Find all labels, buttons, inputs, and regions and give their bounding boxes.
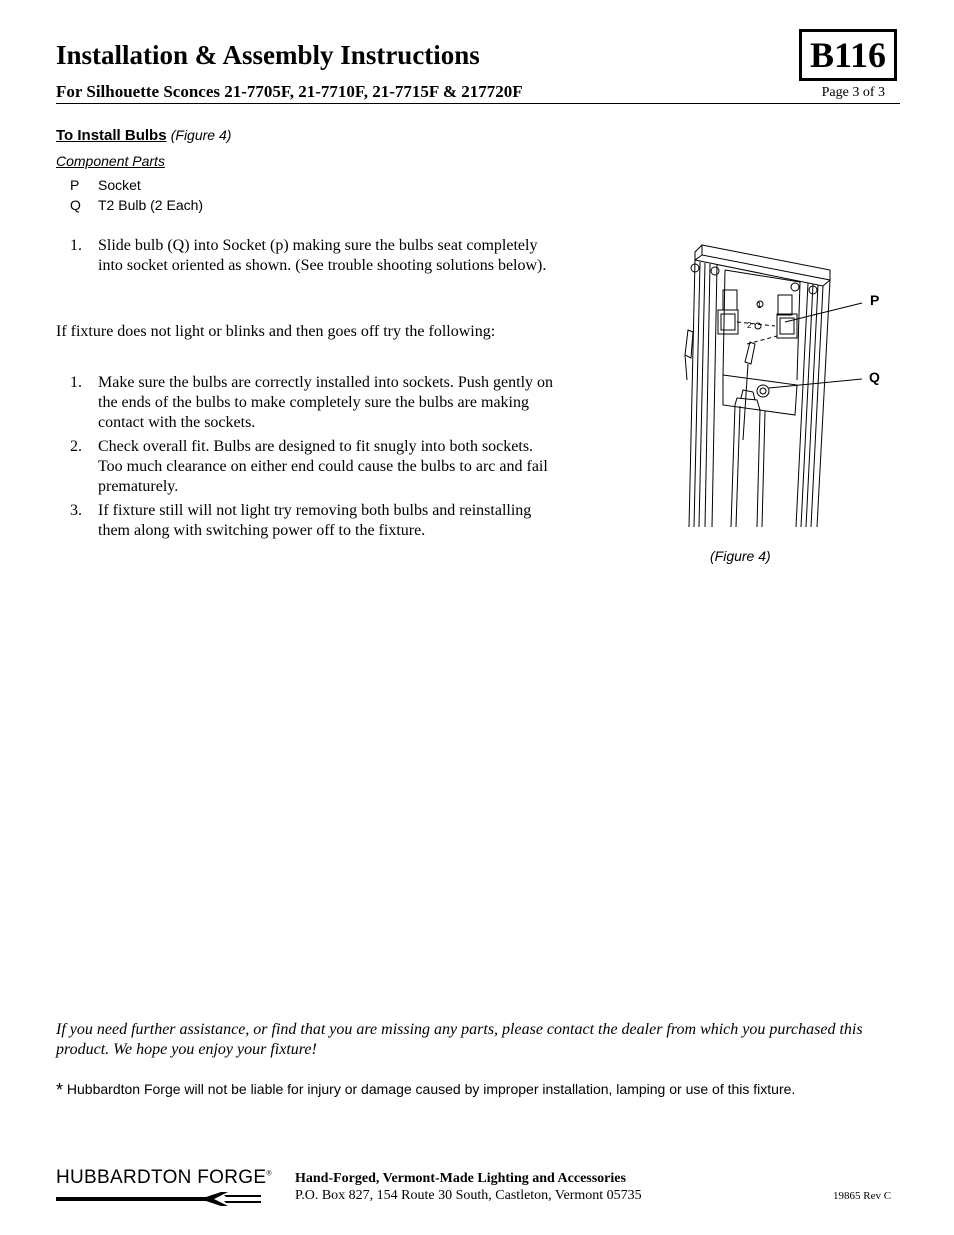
trouble-intro: If fixture does not light or blinks and then goes off try the following: [56,323,496,340]
section-title: To Install Bulbs [56,127,167,144]
logo-registered-mark: ® [266,1170,272,1178]
step-number: 2. [70,438,82,455]
header-divider [56,103,900,104]
section-figure-ref: (Figure 4) [170,127,232,143]
install-steps [56,236,576,300]
trouble-steps [56,373,576,553]
part-key: P [70,177,80,193]
document-subtitle: For Silhouette Sconces 21-7705F, 21-7710F, 21-7715F & 217720F [56,82,523,101]
footer-revision: 19865 Rev C [833,1190,892,1202]
hubbardton-forge-logo [56,1167,272,1189]
footer-tagline: Hand-Forged, Vermont-Made Lighting and Accessories [295,1171,626,1186]
step-number: 1. [70,374,82,391]
figure-label-p: P [870,292,880,308]
disclaimer [56,1078,795,1099]
step-text: Slide bulb (Q) into Socket (p) making sure the bulbs seat completely into socket oriented as shown. (See trouble shooting solutions below). [98,237,547,274]
logo-text: HUBBARDTON FORGE [56,1167,267,1188]
figure-small-label-2: 2 [747,321,752,330]
disclaimer-asterisk: * [56,1080,64,1100]
step-number: 3. [70,502,82,519]
step-text: If fixture still will not light try removing both bulbs and reinstalling them along with switching power off to the fixture. [98,502,532,539]
logo-tong-graphic [56,1191,261,1207]
part-name: Socket [98,177,141,193]
footer-address: P.O. Box 827, 154 Route 30 South, Castleton, Vermont 05735 [295,1188,642,1203]
figure-label-q: Q [869,369,880,385]
step-text: Make sure the bulbs are correctly installed into sockets. Push gently on the ends of the bulbs to make completely sure the bulbs are making contact with the sockets. [98,374,554,431]
figure-caption: (Figure 4) [710,548,771,564]
component-parts-label: Component Parts [56,153,165,169]
part-name: T2 Bulb (2 Each) [98,197,204,213]
page-number: Page 3 of 3 [821,85,885,100]
disclaimer-text: Hubbardton Forge will not be liable for injury or damage caused by improper installation, lamping or use of this fixture. [63,1081,796,1097]
document-code-badge: B116 [799,29,897,81]
part-key: Q [70,197,81,213]
figure-4-illustration [665,240,895,532]
section-heading [56,127,231,144]
document-title: Installation & Assembly Instructions [56,40,480,70]
step-number: 1. [70,237,82,254]
assistance-note: If you need further assistance, or find that you are missing any parts, please contact the dealer from which you purchased this product. We hope you enjoy your fixture! [56,1021,863,1058]
figure-small-label-1: 1 [757,301,762,310]
step-text: Check overall fit. Bulbs are designed to fit snugly into both sockets. Too much clearance on either end could cause the bulbs to arc and fail prematurely. [98,438,548,495]
